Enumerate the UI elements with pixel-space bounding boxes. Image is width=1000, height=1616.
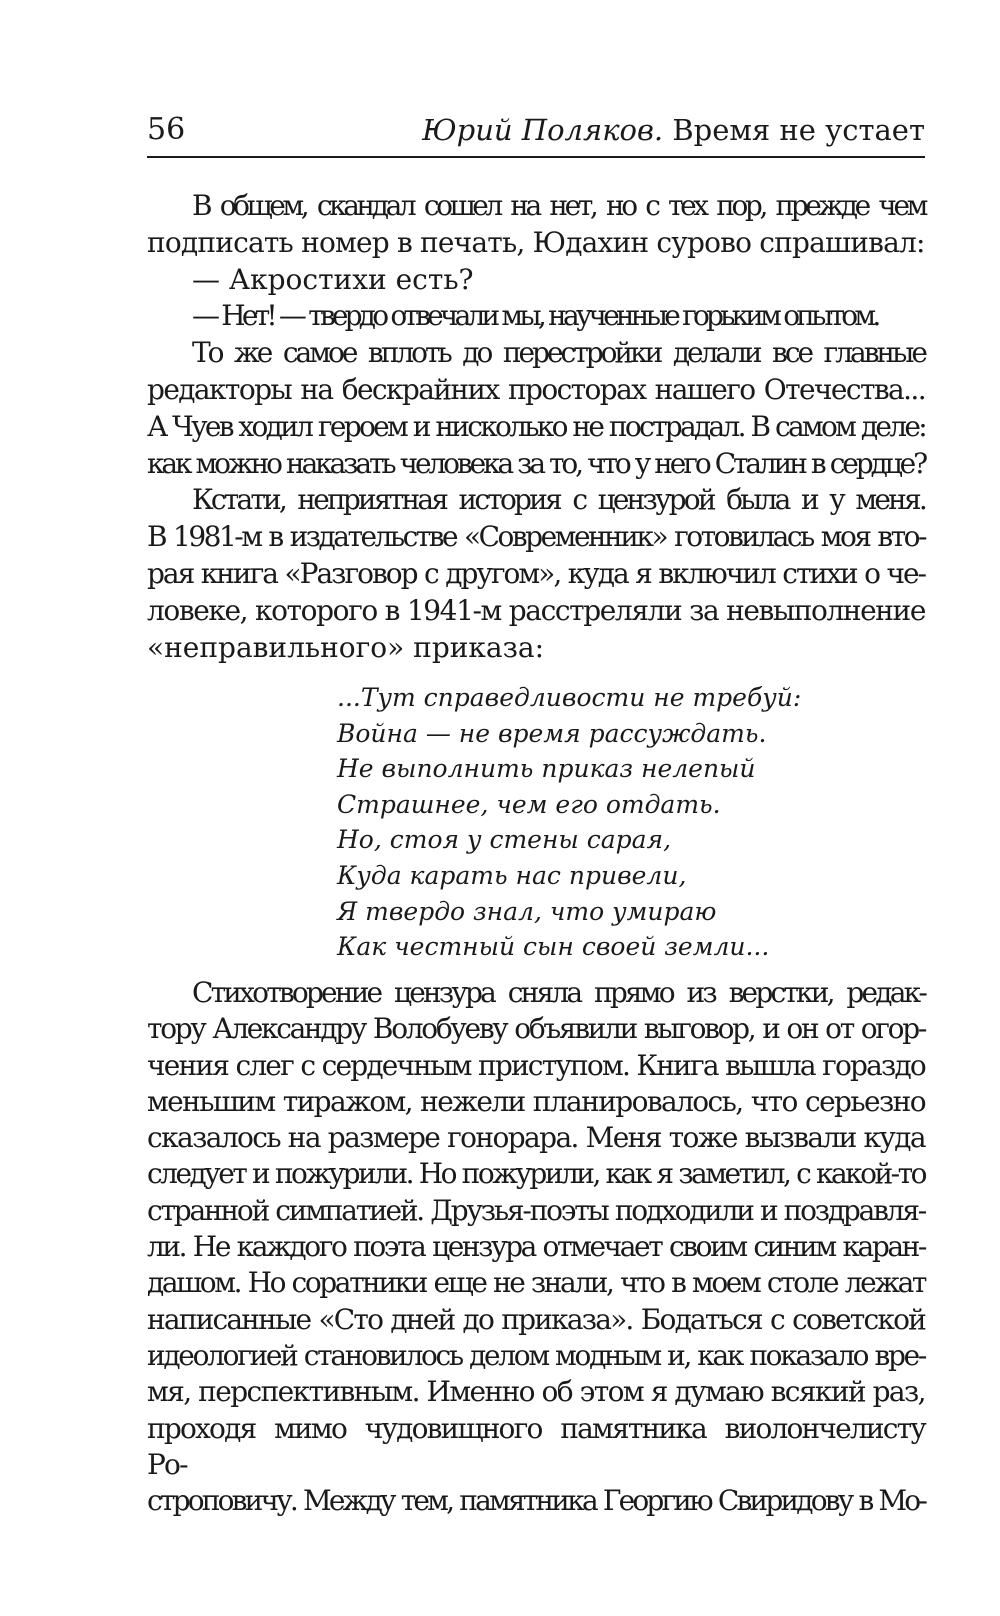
dialogue-line-2 xyxy=(147,298,925,335)
poem-verse: Но, стоя у стены сарая, xyxy=(337,825,672,855)
running-head-title: Время не устает xyxy=(672,113,925,147)
poem-verse: Как честный сын своей земли... xyxy=(337,932,770,962)
text-line: ли. Не каждого поэта цензура отмечает своим синим каран- xyxy=(147,1230,925,1264)
text-line: мя, перспективным. Именно об этом я думаю всякий раз, xyxy=(147,1375,925,1409)
running-head xyxy=(422,112,925,148)
poem-verse: ...Тут справедливости не требуй: xyxy=(337,683,802,712)
text-line: меньшим тиражом, нежели планировалось, что серьезно xyxy=(147,1084,925,1118)
text-line: следует и пожурили. Но пожурили, как я заметил, с какой-то xyxy=(147,1157,925,1191)
dialogue-line-1 xyxy=(147,262,925,299)
text-line: чения слег с сердечным приступом. Книга вышла гораздо xyxy=(147,1048,925,1082)
text-line: тору Александру Волобуеву объявили выговор, и он от огор- xyxy=(147,1012,925,1046)
text-line: подписать номер в печать, Юдахин сурово спрашивал: xyxy=(147,225,925,259)
text-line: В общем, скандал сошел на нет, но с тех пор, прежде чем xyxy=(192,189,925,222)
paragraph-3 xyxy=(147,482,925,666)
text-line: строповичу. Между тем, памятника Георгию Свиридову в Мо- xyxy=(147,1484,925,1518)
text-line: идеологией становилось делом модным и, как показало вре- xyxy=(147,1338,925,1372)
text-line: сказалось на размере гонорара. Меня тоже вызвали куда xyxy=(147,1121,925,1155)
poem-verse: Не выполнить приказ нелепый xyxy=(337,754,756,784)
text-line: ловеке, которого в 1941-м расстреляли за невыполнение xyxy=(147,593,925,627)
page-header xyxy=(147,108,925,158)
text-line: рая книга «Разговор с другом», куда я включил стихи о че- xyxy=(147,556,925,590)
text-line: проходя мимо чудовищного памятника виолончелисту Ро- xyxy=(147,1411,925,1481)
text-line: как можно наказать человека за то, что у него Сталин в сердце? xyxy=(147,446,925,480)
paragraph-2 xyxy=(147,335,925,482)
text-line: дашом. Но соратники еще не знали, что в моем столе лежат xyxy=(147,1266,925,1300)
text-line: Кстати, неприятная история с цензурой была и у меня. xyxy=(192,483,925,517)
poem-verse: Страшнее, чем его отдать. xyxy=(337,789,721,819)
main-text-top xyxy=(147,188,925,666)
page-number: 56 xyxy=(147,112,186,147)
poem-verse: Куда карать нас привели, xyxy=(337,860,687,890)
text-line: — Акростихи есть? xyxy=(192,262,474,296)
text-line: написанные «Сто дней до приказа». Бодаться с советской xyxy=(147,1302,925,1336)
paragraph-4 xyxy=(147,975,925,1519)
main-text-bottom xyxy=(147,975,925,1519)
text-line: То же самое вплоть до перестройки делали все главные xyxy=(192,336,925,370)
text-line: странной симпатией. Друзья-поэты подходили и поздравля- xyxy=(147,1193,925,1227)
text-line: В 1981-м в издательстве «Современник» готовилась моя вто- xyxy=(147,520,925,554)
text-line: Стихотворение цензура сняла прямо из верстки, редак- xyxy=(192,976,925,1009)
paragraph-1 xyxy=(147,188,925,262)
poem-block xyxy=(337,680,801,965)
text-line: «неправильного» приказа: xyxy=(147,630,545,664)
poem-verse: Война — не время рассуждать. xyxy=(337,718,767,748)
text-line: редакторы на бескрайних просторах нашего Отечества... xyxy=(147,372,925,406)
text-line: А Чуев ходил героем и нисколько не пострадал. В самом деле: xyxy=(147,409,925,443)
poem-verse: Я твердо знал, что умираю xyxy=(337,896,717,926)
running-head-author: Юрий Поляков. xyxy=(422,113,664,147)
text-line: — Нет! — твердо отвечали мы, наученные горьким опытом. xyxy=(192,299,878,333)
